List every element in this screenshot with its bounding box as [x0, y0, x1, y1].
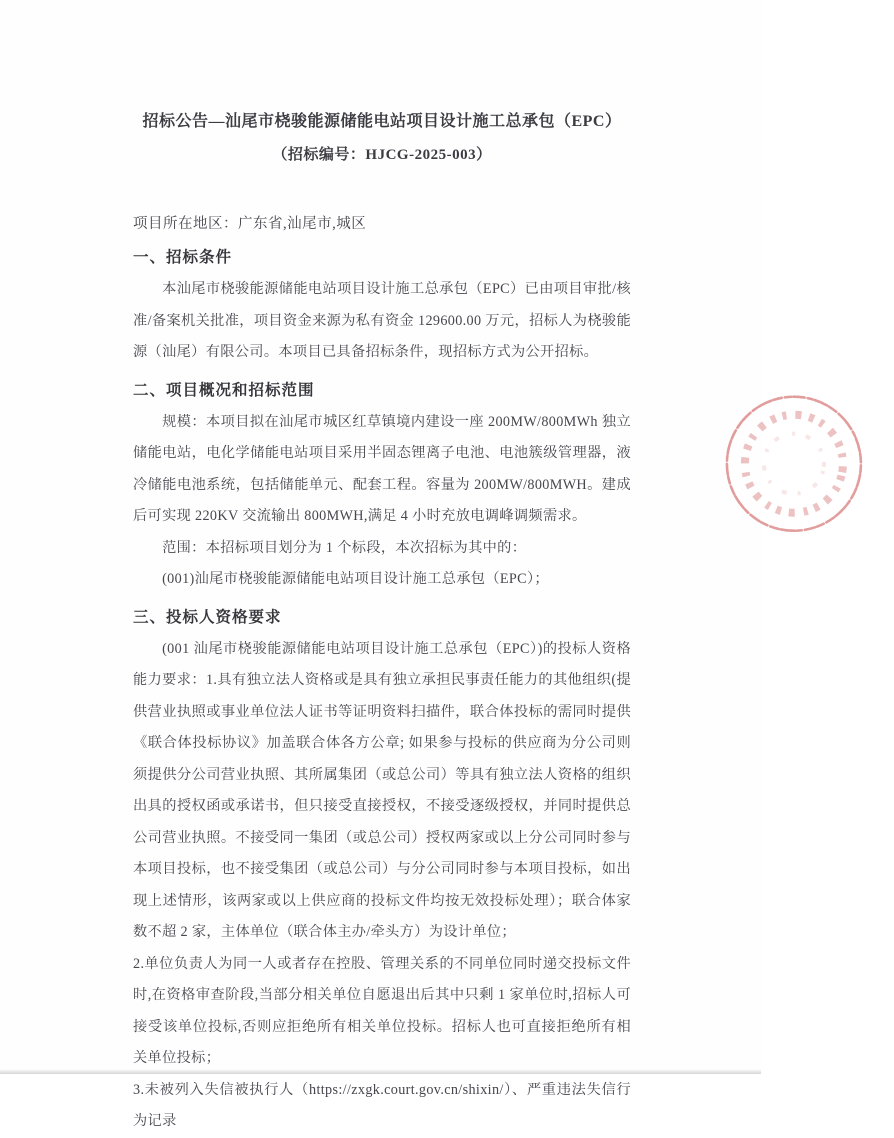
seal-text-ring [735, 404, 854, 523]
paragraph-lot-001: (001)汕尾市桡骏能源储能电站项目设计施工总承包（EPC）； [162, 571, 549, 587]
scan-bottom-edge-shadow [0, 1069, 761, 1074]
paragraph-qualification-requirement-1: (001 汕尾市桡骏能源储能电站项目设计施工总承包（EPC）)的投标人资格能力要求：1.具有独立法人资格或是具有独立承担民事责任能力的其他组织(提供营业执照或事业单位法人证书等证明资料扫描件，联合体投标的需同时提供《联合体投标协议》加盖联合体各方公章; 如果参与投标的供应商为分公司则须提供分公司营业执照、其所属集团（或总公司）等具有独立法人资格的组织出具的授权函或承诺书，但只接受直接授权，不接受逐级授权，并同时提供总公司营业执照。不接受同一集团（或总公司）授权两家或以上分公司同时参与本项目投标，也不接受集团（或总公司）与分公司同时参与本项目投标，如出现上述情形，该两家或以上供应商的投标文件均按无效投标处理）；联合体家数不超 2 家，主体单位（联合体主办/牵头方）为设计单位； [133, 640, 631, 940]
paragraph-qualification-requirement-3: 3.未被列入失信被执行人（https://zxgk.court.gov.cn/shixin/）、严重违法失信行为记录 [133, 1081, 631, 1129]
paragraph-qualification-requirement-2: 2.单位负责人为同一人或者存在控股、管理关系的不同单位同时递交投标文件时,在资格审查阶段,当部分相关单位自愿退出后其中只剩 1 家单位时,招标人可接受该单位投标,否则应拒绝所有相关单位投标。招标人也可直接拒绝所有相关单位投标； [133, 955, 631, 1066]
tender-number: （招标编号：HJCG-2025-003） [272, 147, 492, 163]
project-location-line: 项目所在地区：广东省,汕尾市,城区 [133, 216, 367, 232]
red-seal-stamp [688, 360, 894, 566]
section-heading-tender-conditions: 一、招标条件 [133, 249, 233, 266]
section-heading-bidder-qualifications: 三、投标人资格要求 [133, 608, 282, 626]
paragraph-project-scale: 规模：本项目拟在汕尾市城区红草镇境内建设一座 200MW/800MWh 独立储能电站，电化学储能电站项目采用半固态锂离子电池、电池簇级管理器，液冷储能电池系统，包括储能单元、配套工程。容量为 200MW/800MWH。建成后可实现 220KV 交流输出 800MWH,满足 4 小时充放电调峰调频需求。 [133, 413, 631, 524]
seal-inner-marks [758, 427, 831, 500]
document-title: 招标公告—汕尾市桡骏能源储能电站项目设计施工总承包（EPC） [142, 113, 622, 130]
document-content [133, 110, 631, 1138]
section-heading-project-overview: 二、项目概况和招标范围 [133, 381, 315, 399]
red-seal-graphic [688, 360, 894, 566]
paragraph-tender-conditions: 本汕尾市桡骏能源储能电站项目设计施工总承包（EPC）已由项目审批/核准/备案机关批准，项目资金来源为私有资金 129600.00 万元，招标人为桡骏能源（汕尾）有限公司。本项目已具备招标条件，现招标方式为公开招标。 [133, 281, 631, 360]
seal-outer-ring [713, 383, 875, 545]
paragraph-tender-scope: 范围：本招标项目划分为 1 个标段，本次招标为其中的： [162, 539, 527, 556]
